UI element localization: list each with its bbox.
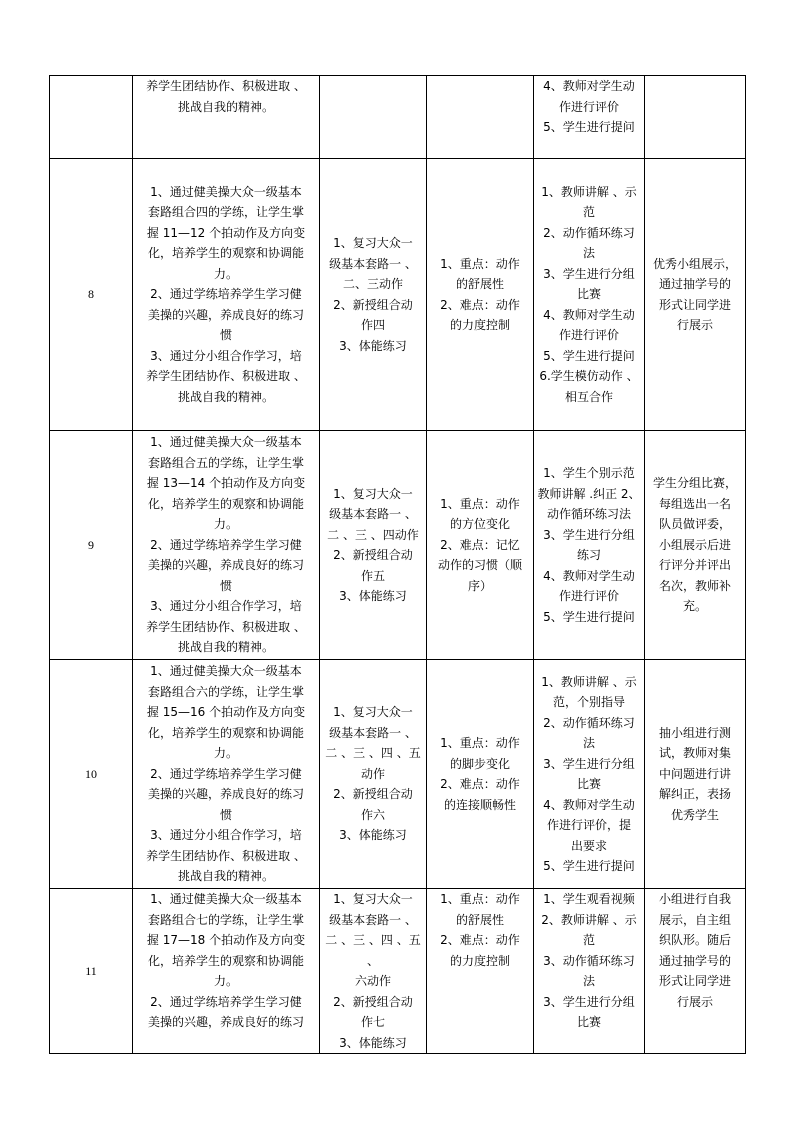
cell-text-line: 化，培养学生的观察和协调能 (147, 496, 304, 511)
cell-text-line: 作六 (360, 807, 385, 822)
teaching-content-cell (320, 889, 427, 1054)
cell-text-line: 1、重点：动作 (440, 736, 520, 750)
teaching-goals-cell (133, 76, 320, 159)
teaching-methods-cell (534, 431, 645, 660)
teaching-methods-cell (534, 76, 645, 159)
cell-text-line: 握 11—12 个拍动作及方向变 (146, 225, 306, 240)
cell-text-line: 套路组合五的学练，让学生掌 (147, 455, 304, 470)
cell-text-line: 2、难点：动作 (440, 933, 520, 947)
cell-text-line: 序） (467, 578, 492, 593)
cell-text-line: 的连接顺畅性 (443, 797, 516, 812)
evaluation-cell (645, 431, 746, 660)
cell-text-line: 作进行评价，提 (546, 818, 631, 832)
cell-text-line: 2、新授组合动 (333, 548, 413, 562)
cell-text-line: 抽小组进行测 (658, 725, 731, 740)
cell-text-line: 名次，教师补 (658, 578, 731, 593)
cell-text-line: 通过抽学号的 (658, 953, 731, 968)
cell-text-line: 力。 (213, 266, 238, 281)
cell-text-line: 学生分组比赛， (652, 476, 737, 491)
cell-text-line: 2、动作循环练习 (543, 225, 635, 240)
cell-text-line: 套路组合六的学练，让学生掌 (147, 684, 304, 699)
teaching-goals-cell (133, 159, 320, 431)
cell-text-line: 的舒展性 (455, 912, 504, 927)
cell-text-line: 握 15—16 个拍动作及方向变 (146, 705, 306, 720)
cell-text-line: 1、重点：动作 (440, 892, 520, 906)
cell-text-line: 级基本套路一 、 (329, 507, 417, 521)
cell-text-line: 行评分并评出 (658, 558, 731, 573)
cell-text-line: 的舒展性 (455, 277, 504, 291)
cell-text-line: 法 (582, 246, 595, 261)
cell-text-line: 解纠正，表扬 (658, 787, 731, 802)
lesson-number: 11 (85, 963, 97, 978)
cell-text-line: 4、教师对学生动 (543, 79, 635, 93)
cell-text-line: 惯 (219, 807, 232, 822)
teaching-goals-cell (133, 889, 320, 1054)
cell-text-line: 1、重点：动作 (440, 496, 520, 511)
lesson-number: 8 (88, 287, 94, 302)
cell-text-line: 2、动作循环练习 (543, 715, 635, 730)
cell-text-line: 惯 (219, 578, 232, 593)
cell-text-line: 充。 (682, 599, 707, 614)
cell-text-line: 作四 (360, 318, 385, 332)
cell-text-line: 优秀学生 (670, 807, 719, 822)
cell-text-line: 5、学生进行提问 (543, 120, 635, 134)
cell-text-line: 2、教师讲解 、示 (541, 912, 637, 927)
cell-text-line: 套路组合七的学练，让学生掌 (147, 912, 304, 927)
cell-text-line: 2、通过学练培养学生学习健 (150, 994, 302, 1009)
teaching-methods-cell (534, 889, 645, 1054)
cell-text-line: 3、动作循环练习 (543, 953, 635, 968)
teaching-content-cell (320, 76, 427, 159)
lesson-number-cell (50, 660, 133, 889)
cell-text-line: 动作 (360, 766, 385, 781)
cell-text-line: 织队形。随后 (658, 933, 731, 947)
evaluation-cell (645, 159, 746, 431)
teaching-content-cell (320, 431, 427, 660)
cell-text-line: 3、通过分小组合作学习，培 (150, 599, 302, 614)
cell-text-line: 3、学生进行分组 (543, 994, 635, 1009)
teaching-goals-cell (133, 660, 320, 889)
lesson-number-cell (50, 76, 133, 159)
cell-text-line: 的力度控制 (449, 318, 510, 332)
cell-text-line: 二 、三 、四动作 (327, 527, 419, 542)
cell-text-line: 力。 (213, 974, 238, 988)
cell-text-line: 范 (582, 933, 595, 947)
cell-text-line: 1、通过健美操大众一级基本 (150, 892, 302, 906)
cell-text-line: 挑战自我的精神。 (177, 389, 274, 404)
cell-text-line: 作七 (360, 1015, 385, 1029)
cell-text-line: 作进行评价 (558, 328, 619, 343)
cell-text-line: 美操的兴趣，养成良好的练习 (147, 1015, 304, 1029)
cell-text-line: 优秀小组展示， (652, 256, 737, 271)
cell-text-line: 1、通过健美操大众一级基本 (150, 184, 302, 199)
cell-text-line: 二 、三 、四 、五 (325, 746, 421, 761)
cell-text-line: 级基本套路一 、 (329, 912, 417, 927)
evaluation-cell (645, 889, 746, 1054)
evaluation-cell (645, 660, 746, 889)
lesson-number-cell (50, 159, 133, 431)
table-row (50, 159, 746, 431)
table-row (50, 889, 746, 1054)
cell-text-line: 1、通过健美操大众一级基本 (150, 664, 302, 679)
cell-text-line: 5、学生进行提问 (543, 859, 635, 873)
lesson-number: 9 (88, 537, 94, 552)
cell-text-line: 2、新授组合动 (333, 297, 413, 312)
cell-text-line: 挑战自我的精神。 (177, 869, 274, 884)
cell-text-line: 范 (582, 205, 595, 220)
cell-text-line: 出要求 (570, 838, 607, 853)
cell-text-line: 养学生团结协作、积极进取 、 (146, 619, 306, 634)
cell-text-line: 美操的兴趣，养成良好的练习 (147, 558, 304, 573)
cell-text-line: 作五 (360, 568, 385, 583)
lesson-number-cell (50, 889, 133, 1054)
cell-text-line: 中问题进行讲 (658, 766, 731, 781)
cell-text-line: 的脚步变化 (449, 756, 510, 771)
cell-text-line: 力。 (213, 746, 238, 761)
cell-text-line: 通过抽学号的 (658, 277, 731, 291)
cell-text-line: 2、通过学练培养学生学习健 (150, 537, 302, 552)
cell-text-line: 力。 (213, 517, 238, 532)
cell-text-line: 范，个别指导 (552, 695, 625, 709)
cell-text-line: 套路组合四的学练，让学生掌 (147, 205, 304, 220)
cell-text-line: 3、体能练习 (339, 338, 407, 353)
cell-text-line: 5、学生进行提问 (543, 348, 635, 363)
cell-text-line: 行展示 (676, 318, 713, 332)
cell-text-line: 作进行评价 (558, 589, 619, 603)
cell-text-line: 六动作 (354, 974, 391, 988)
cell-text-line: 3、体能练习 (339, 828, 407, 843)
cell-text-line: 3、体能练习 (339, 1035, 407, 1050)
table-row (50, 431, 746, 660)
cell-text-line: 6.学生模仿动作 、 (539, 369, 639, 384)
cell-text-line: 2、难点：动作 (440, 297, 520, 312)
cell-text-line: 1、复习大众一 (333, 705, 413, 720)
cell-text-line: 挑战自我的精神。 (177, 640, 274, 655)
cell-text-line: 化，培养学生的观察和协调能 (147, 953, 304, 968)
cell-text-line: 1、教师讲解 、示 (541, 184, 637, 199)
cell-text-line: 养学生团结协作、积极进取 、 (146, 369, 306, 384)
table-row (50, 76, 746, 159)
cell-text-line: 2、新授组合动 (333, 994, 413, 1009)
lesson-plan-table (49, 75, 746, 1054)
cell-text-line: 1、复习大众一 (333, 892, 413, 906)
cell-text-line: 美操的兴趣，养成良好的练习 (147, 307, 304, 322)
cell-text-line: 美操的兴趣，养成良好的练习 (147, 787, 304, 802)
cell-text-line: 3、体能练习 (339, 589, 407, 603)
cell-text-line: 练习 (576, 548, 601, 562)
cell-text-line: 法 (582, 974, 595, 988)
key-difficult-points-cell (427, 660, 534, 889)
cell-text-line: 养学生团结协作、积极进取 、 (146, 79, 306, 93)
cell-text-line: 3、学生进行分组 (543, 266, 635, 281)
cell-text-line: 3、学生进行分组 (543, 756, 635, 771)
cell-text-line: 队员做评委， (658, 517, 731, 532)
cell-text-line: 握 17—18 个拍动作及方向变 (146, 933, 306, 947)
cell-text-line: 4、教师对学生动 (543, 797, 635, 812)
cell-text-line: 2、难点：动作 (440, 777, 520, 791)
cell-text-line: 3、学生进行分组 (543, 527, 635, 542)
key-difficult-points-cell (427, 889, 534, 1054)
cell-text-line: 级基本套路一 、 (329, 256, 417, 271)
cell-text-line: 法 (582, 736, 595, 750)
cell-text-line: 1、重点：动作 (440, 256, 520, 271)
key-difficult-points-cell (427, 159, 534, 431)
cell-text-line: 挑战自我的精神。 (177, 99, 274, 114)
cell-text-line: 2、通过学练培养学生学习健 (150, 766, 302, 781)
cell-text-line: 5、学生进行提问 (543, 609, 635, 624)
cell-text-line: 3、通过分小组合作学习，培 (150, 348, 302, 363)
cell-text-line: 2、新授组合动 (333, 787, 413, 802)
lesson-plan-body (50, 76, 746, 1054)
cell-text-line: 形式让同学进 (658, 974, 731, 988)
teaching-methods-cell (534, 660, 645, 889)
cell-text-line: 相互合作 (564, 389, 613, 404)
cell-text-line: 教师讲解 .纠正 2、 (537, 486, 641, 501)
cell-text-line: 二 、三 、四 、五 、 (325, 933, 421, 968)
cell-text-line: 二、三动作 (342, 277, 403, 291)
cell-text-line: 级基本套路一 、 (329, 725, 417, 740)
cell-text-line: 握 13—14 个拍动作及方向变 (146, 476, 306, 491)
cell-text-line: 的力度控制 (449, 953, 510, 968)
cell-text-line: 比赛 (576, 777, 601, 791)
cell-text-line: 动作的习惯（顺 (437, 558, 522, 573)
cell-text-line: 3、通过分小组合作学习，培 (150, 828, 302, 843)
cell-text-line: 1、复习大众一 (333, 236, 413, 250)
cell-text-line: 试，教师对集 (658, 746, 731, 761)
key-difficult-points-cell (427, 431, 534, 660)
teaching-content-cell (320, 660, 427, 889)
teaching-methods-cell (534, 159, 645, 431)
cell-text-line: 1、教师讲解 、示 (541, 674, 637, 689)
teaching-content-cell (320, 159, 427, 431)
cell-text-line: 小组进行自我 (658, 892, 731, 906)
cell-text-line: 1、通过健美操大众一级基本 (150, 435, 302, 450)
cell-text-line: 动作循环练习法 (546, 507, 631, 521)
teaching-goals-cell (133, 431, 320, 660)
cell-text-line: 比赛 (576, 287, 601, 302)
cell-text-line: 作进行评价 (558, 99, 619, 114)
cell-text-line: 4、教师对学生动 (543, 307, 635, 322)
cell-text-line: 4、教师对学生动 (543, 568, 635, 583)
cell-text-line: 1、复习大众一 (333, 486, 413, 501)
evaluation-cell (645, 76, 746, 159)
key-difficult-points-cell (427, 76, 534, 159)
cell-text-line: 化，培养学生的观察和协调能 (147, 725, 304, 740)
lesson-number: 10 (85, 766, 97, 781)
cell-text-line: 1、学生个别示范 (543, 466, 635, 480)
cell-text-line: 2、难点：记忆 (440, 537, 520, 552)
cell-text-line: 比赛 (576, 1015, 601, 1029)
cell-text-line: 养学生团结协作、积极进取 、 (146, 848, 306, 863)
cell-text-line: 展示，自主组 (658, 912, 731, 927)
cell-text-line: 1、学生观看视频 (543, 892, 635, 906)
lesson-number-cell (50, 431, 133, 660)
cell-text-line: 化，培养学生的观察和协调能 (147, 246, 304, 261)
cell-text-line: 每组选出一名 (658, 496, 731, 511)
cell-text-line: 2、通过学练培养学生学习健 (150, 287, 302, 302)
cell-text-line: 小组展示后进 (658, 537, 731, 552)
table-row (50, 660, 746, 889)
cell-text-line: 惯 (219, 328, 232, 343)
cell-text-line: 形式让同学进 (658, 297, 731, 312)
cell-text-line: 行展示 (676, 994, 713, 1009)
cell-text-line: 的方位变化 (449, 517, 510, 532)
